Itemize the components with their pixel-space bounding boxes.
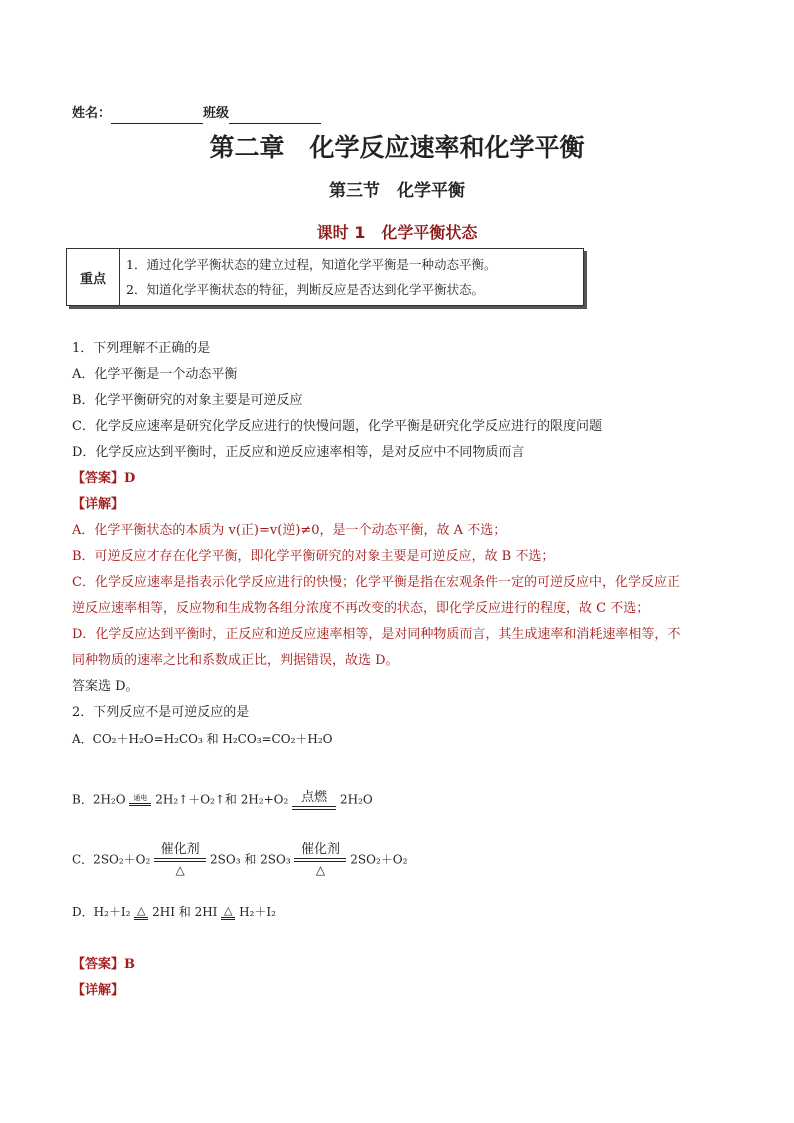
catalyst-arrow-2 [294,842,346,878]
condition-label: 催化剂 [160,842,200,857]
key-points-label: 重点 [67,249,120,305]
q1-conclusion: 答案选 D。 [72,679,139,694]
q2-answer-block [72,952,135,1004]
q1-explain-b: B．可逆反应才存在化学平衡，即化学平衡研究的对象主要是可逆反应，故 B 不选； [72,549,555,564]
q2-d-mid: 2HI 和 2HI [152,905,218,919]
chapter-title: 第二章 化学反应速率和化学平衡 [209,133,585,162]
name-blank[interactable] [111,108,203,124]
q2-b-post: 2H₂O [340,792,373,807]
equals-sign [134,917,148,920]
equals-sign [292,806,336,810]
q1-detail-label: 【详解】 [72,497,125,512]
heat-symbol: △ [315,863,326,877]
heat-symbol: △ [137,904,146,917]
q2-d-post: H₂＋I₂ [239,905,276,919]
heat-arrow-2 [221,905,235,920]
q1-option-d: D．化学反应达到平衡时，正反应和逆反应速率相等，是对反应中不同物质而言 [72,445,525,460]
q2-option-d [72,903,276,920]
lesson-title: 课时 1 化学平衡状态 [316,223,478,242]
q1-option-a: A．化学平衡是一个动态平衡 [72,367,238,382]
class-blank[interactable] [229,108,321,124]
question-1 [72,336,680,752]
q2-option-c [72,842,407,878]
key-point-item: 2．知道化学平衡状态的特征，判断反应是否达到化学平衡状态。 [126,282,484,297]
q1-explain-a: A．化学平衡状态的本质为 v(正)=v(逆)≠0，是一个动态平衡，故 A 不选； [72,523,507,538]
class-label: 班级 [203,106,230,121]
q2-c-post: 2SO₂＋O₂ [350,852,408,867]
q1-stem: 1．下列理解不正确的是 [72,341,211,356]
q2-stem: 2．下列反应不是可逆反应的是 [72,705,250,720]
q2-b-pre: B．2H₂O [72,792,126,807]
q1-answer: 【答案】D [72,471,136,486]
heat-symbol: △ [175,863,185,877]
condition-label: 通电 [133,794,148,802]
q1-option-c: C．化学反应速率是研究化学反应进行的快慢问题，化学平衡是研究化学反应进行的限度问题 [72,419,602,434]
q1-explain-c2: 逆反应速率相等，反应物和生成物各组分浓度不再改变的状态，即化学反应进行的程度，故 C 不选； [72,601,650,616]
q1-option-b: B．化学平衡研究的对象主要是可逆反应 [72,393,303,408]
q2-detail-label: 【详解】 [72,983,125,998]
q2-c-pre: C．2SO₂＋O₂ [72,852,151,867]
q1-explain-c1: C．化学反应速率是指表示化学反应进行的快慢；化学平衡是指在宏观条件一定的可逆反应中，化学反应正 [72,575,680,590]
q2-d-pre: D．H₂＋I₂ [72,905,131,919]
q1-explain-d2: 同种物质的速率之比和系数成正比，判据错误，故选 D。 [72,653,399,668]
equals-sign [129,803,151,806]
heat-symbol: △ [224,904,233,917]
key-points-box [66,248,584,306]
q2-c-mid: 2SO₃ 和 2SO₃ [210,852,291,867]
condition-label: 催化剂 [300,842,340,857]
q2-option-a: A．CO₂＋H₂O=H₂CO₃ 和 H₂CO₃=CO₂＋H₂O [72,732,333,746]
ignition-arrow [292,790,336,810]
key-points-list [120,249,583,305]
name-class-line [72,102,321,124]
q2-b-mid: 2H₂↑＋O₂↑和 2H₂+O₂ [155,792,289,807]
condition-label: 点燃 [301,790,328,805]
section-title: 第三节 化学平衡 [329,181,465,201]
q2-option-b [72,790,373,810]
q1-explain-d1: D．化学反应达到平衡时，正反应和逆反应速率相等，是对同种物质而言，其生成速率和消耗速率相等，不 [72,627,681,642]
q2-answer: 【答案】B [72,957,135,972]
key-point-item: 1．通过化学平衡状态的建立过程，知道化学平衡是一种动态平衡。 [126,257,497,272]
catalyst-arrow-1 [154,842,206,878]
equals-sign [221,917,235,920]
heat-arrow-1 [134,905,148,920]
electrolysis-arrow [129,794,151,806]
name-label: 姓名： [72,106,112,121]
